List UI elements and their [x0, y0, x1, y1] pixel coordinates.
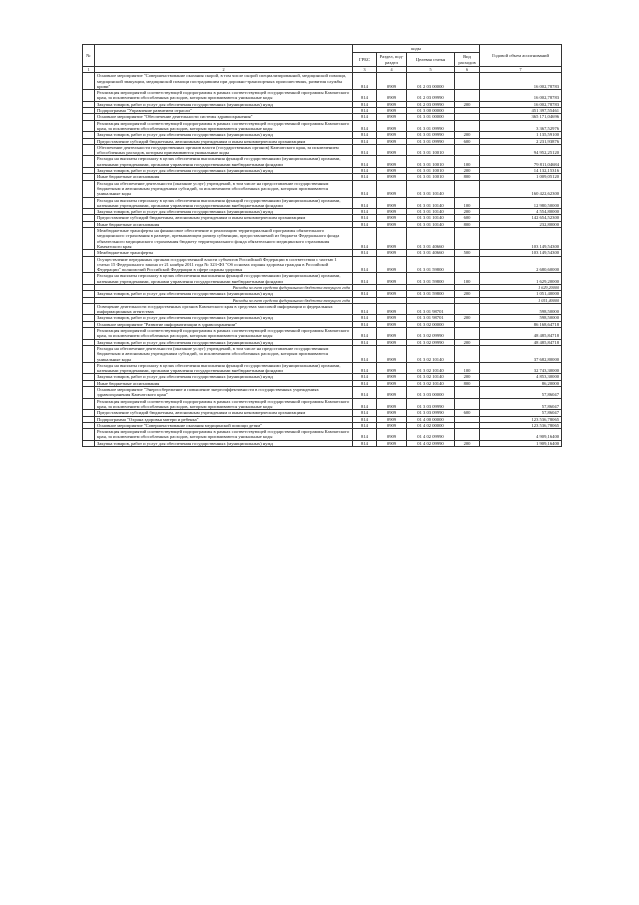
row-name: Межбюджетные трансферты на финансовое обеспечение и реализацию территориальной программы обязательного медицинского страхования в размере, превышающем размер субвенции, предоставляемой из бюджета Федерального фонда обязательного медицинского страхования бюджету территориального фонда обязательного медицинского страхования Камчатского края: [95, 228, 353, 250]
csr-cell: 01 3 02 09990: [407, 339, 455, 345]
amount-cell: 1 629,20000: [480, 284, 562, 290]
csr-cell: 01 3 01 10140: [407, 209, 455, 215]
num-cell: [83, 429, 95, 441]
csr-cell: 01 3 01 00000: [407, 114, 455, 120]
header-csr: Целевая статья: [407, 53, 455, 67]
grbs-cell: 814: [353, 108, 377, 114]
vr-cell: 200: [455, 291, 480, 297]
row-name: Закупка товаров, работ и услуг для обеспечения государственных (муниципальных) нужд: [95, 339, 353, 345]
table-row: [83, 345, 562, 362]
grbs-cell: 814: [353, 120, 377, 132]
row-name: Иные бюджетные ассигнования: [95, 174, 353, 180]
amount-cell: 232,80000: [480, 221, 562, 227]
row-name: Закупка товаров, работ и услуг для обеспечения государственных (муниципальных) нужд: [95, 291, 353, 297]
vr-cell: 800: [455, 174, 480, 180]
row-name: Подпрограмма "Управление развитием отрасли": [95, 108, 353, 114]
vr-cell: [455, 398, 480, 410]
vr-cell: [455, 120, 480, 132]
row-name: Расходы на обеспечение деятельности (оказание услуг) учреждений, в том числе на предоставление государственным бюджетным и автономным учреждениям субсидий, за исключением обособленных расходов, которым присваиваются уникальные коды: [95, 180, 353, 197]
amount-cell: 86,20000: [480, 380, 562, 386]
num-cell: [83, 398, 95, 410]
table-row: [83, 144, 562, 156]
amount-cell: 16 002,78783: [480, 73, 562, 90]
vr-cell: [455, 144, 480, 156]
row-name: Расходы на обеспечение деятельности (оказание услуг) учреждений, в том числе на предоставление государственным бюджетным и автономным учреждениям субсидий, за исключением обособленных расходов, которым присваиваются уникальные коды: [95, 345, 353, 362]
grbs-cell: 814: [353, 410, 377, 416]
amount-cell: 48 485,84718: [480, 339, 562, 345]
amount-cell: 123 536,78065: [480, 416, 562, 422]
row-name: Расходы на выплаты персоналу в целях обеспечения выполнения функций государственными (муниципальными) органами, казенными учреждениями, органами управления государственными внебюджетными фондами: [95, 273, 353, 285]
csr-cell: 01 3 01 10140: [407, 221, 455, 227]
row-name: Межбюджетные трансферты: [95, 250, 353, 256]
vr-cell: 600: [455, 138, 480, 144]
num-cell: [83, 197, 95, 209]
vr-cell: 200: [455, 168, 480, 174]
header-razdel: Раздел, под-раздел: [377, 53, 407, 67]
colnum: 1: [83, 67, 95, 73]
row-name: Расходы на выплаты персоналу в целях обеспечения выполнения функций государственными (муниципальными) органами, казенными учреждениями, органами управления государственными внебюджетными фондами: [95, 156, 353, 168]
grbs-cell: 814: [353, 416, 377, 422]
csr-cell: 01 3 01 59800: [407, 273, 455, 285]
razdel-cell: 0909: [377, 339, 407, 345]
vr-cell: 200: [455, 440, 480, 446]
grbs-cell: 814: [353, 256, 377, 273]
grbs-cell: 814: [353, 174, 377, 180]
amount-cell: 79 811,04684: [480, 156, 562, 168]
grbs-cell: 814: [353, 422, 377, 428]
grbs-cell: 814: [353, 380, 377, 386]
amount-cell: 142 654,52300: [480, 215, 562, 221]
csr-cell: 01 3 01 10010: [407, 168, 455, 174]
razdel-cell: 0909: [377, 256, 407, 273]
csr-cell: 01 3 02 10140: [407, 362, 455, 374]
grbs-cell: 814: [353, 168, 377, 174]
num-cell: [83, 180, 95, 197]
amount-cell: 1 009,05120: [480, 174, 562, 180]
csr-cell: 01 3 01 10010: [407, 156, 455, 168]
vr-cell: 800: [455, 221, 480, 227]
csr-cell: 01 4 02 09990: [407, 440, 455, 446]
razdel-cell: 0909: [377, 120, 407, 132]
csr-cell: 01 3 01 10140: [407, 180, 455, 197]
colnum: 4: [377, 67, 407, 73]
row-name: Освещение деятельности государственных органов Камчатского края в средствах массовой информации и федеральных информационных агентствах: [95, 303, 353, 315]
grbs-cell: 814: [353, 429, 377, 441]
row-name: Осуществление переданных органам государственной власти субъектов Российской Федерации в соответствии с частью 1 статьи 15 Федерального закона от 21 ноября 2011 года № 323-ФЗ "Об основах охраны здоровья граждан в Российской Федерации" полномочий Российской Федерации в сфере охраны здоровья: [95, 256, 353, 273]
num-cell: [83, 228, 95, 250]
csr-cell: 01 3 03 09990: [407, 410, 455, 416]
amount-cell: 16 002,78783: [480, 101, 562, 107]
amount-cell: 1 135,59100: [480, 132, 562, 138]
budget-table: [82, 44, 562, 447]
razdel-cell: 0909: [377, 315, 407, 321]
csr-cell: 01 3 01 98701: [407, 303, 455, 315]
razdel-cell: 0909: [377, 328, 407, 340]
razdel-cell: 0909: [377, 156, 407, 168]
razdel-cell: 0909: [377, 429, 407, 441]
row-name: Расходы на выплаты персоналу в целях обеспечения выполнения функций государственными (муниципальными) органами, казенными учреждениями, органами управления государственными внебюджетными фондами: [95, 362, 353, 374]
row-name: Подпрограмма "Охрана здоровья матери и ребенка": [95, 416, 353, 422]
csr-cell: 01 3 00 00000: [407, 108, 455, 114]
amount-cell: 598,50000: [480, 303, 562, 315]
vr-cell: [455, 228, 480, 250]
vr-cell: [455, 429, 480, 441]
header-codes: коды: [353, 45, 480, 53]
amount-cell: 57,86047: [480, 410, 562, 416]
razdel-cell: 0909: [377, 398, 407, 410]
table-row: [83, 387, 562, 399]
csr-cell: 01 2 03 00000: [407, 73, 455, 90]
razdel-cell: 0909: [377, 374, 407, 380]
grbs-cell: 814: [353, 132, 377, 138]
vr-cell: 800: [455, 380, 480, 386]
row-name: Предоставление субсидий бюджетным, автономным учреждениям и иным некоммерческим организациям: [95, 215, 353, 221]
grbs-cell: 814: [353, 291, 377, 297]
grbs-cell: 814: [353, 374, 377, 380]
csr-cell: 01 3 01 59800: [407, 291, 455, 297]
vr-cell: [455, 328, 480, 340]
vr-cell: 100: [455, 362, 480, 374]
amount-cell: 1 051,40000: [480, 291, 562, 297]
amount-cell: 37 682,80000: [480, 345, 562, 362]
razdel-cell: 0909: [377, 345, 407, 362]
amount-cell: 48 485,84718: [480, 328, 562, 340]
vr-cell: 100: [455, 156, 480, 168]
razdel-cell: 0909: [377, 273, 407, 285]
num-cell: [83, 303, 95, 315]
num-cell: [83, 328, 95, 340]
table-row: [83, 362, 562, 374]
grbs-cell: 814: [353, 273, 377, 285]
num-cell: [83, 73, 95, 90]
csr-cell: 01 3 02 00000: [407, 321, 455, 327]
amount-cell: 103 149,54300: [480, 228, 562, 250]
grbs-cell: 814: [353, 250, 377, 256]
colnum: 5: [407, 67, 455, 73]
header-grbs: ГРБС: [353, 53, 377, 67]
num-cell: [83, 156, 95, 168]
csr-cell: 01 3 01 10140: [407, 197, 455, 209]
razdel-cell: 0909: [377, 303, 407, 315]
grbs-cell: 814: [353, 362, 377, 374]
grbs-cell: 814: [353, 101, 377, 107]
grbs-cell: 814: [353, 228, 377, 250]
grbs-cell: 814: [353, 90, 377, 102]
row-name: Реализация мероприятий соответствующей подпрограммы в рамках соответствующей государственной программы Камчатского края, за исключением обособленных расходов, которым присваиваются уникальные коды: [95, 429, 353, 441]
num-cell: [83, 362, 95, 374]
row-name: Иные бюджетные ассигнования: [95, 221, 353, 227]
vr-cell: [455, 303, 480, 315]
budget-table-sheet: [82, 44, 561, 881]
razdel-cell: 0909: [377, 209, 407, 215]
csr-cell: 01 3 02 10140: [407, 374, 455, 380]
amount-cell: 451 397,55461: [480, 108, 562, 114]
grbs-cell: 814: [353, 156, 377, 168]
header-vr: Вид расходов: [455, 53, 480, 67]
row-name: Расходы за счет средств федерального бюджета текущего года: [95, 297, 353, 303]
table-row: [83, 90, 562, 102]
razdel-cell: 0909: [377, 168, 407, 174]
csr-cell: 01 3 01 10010: [407, 174, 455, 180]
num-cell: [83, 273, 95, 285]
amount-cell: 1 629,20000: [480, 273, 562, 285]
razdel-cell: 0909: [377, 228, 407, 250]
razdel-cell: 0909: [377, 73, 407, 90]
csr-cell: 01 3 01 09990: [407, 138, 455, 144]
table-row: [83, 398, 562, 410]
row-name: Реализация мероприятий соответствующей подпрограммы в рамках соответствующей государственной программы Камчатского края, за исключением обособленных расходов, которым присваиваются уникальные коды: [95, 328, 353, 340]
vr-cell: [455, 387, 480, 399]
razdel-cell: 0909: [377, 108, 407, 114]
amount-cell: 598,50000: [480, 315, 562, 321]
row-name: Реализация мероприятий соответствующей подпрограммы в рамках соответствующей государственной программы Камчатского края, за исключением обособленных расходов, которым присваиваются уникальные коды: [95, 90, 353, 102]
grbs-cell: 814: [353, 328, 377, 340]
csr-cell: 01 4 02 09990: [407, 429, 455, 441]
vr-cell: [455, 73, 480, 90]
vr-cell: 200: [455, 315, 480, 321]
amount-cell: 12 980,50000: [480, 197, 562, 209]
razdel-cell: 0909: [377, 215, 407, 221]
vr-cell: [455, 180, 480, 197]
row-name: Основное мероприятие "Энергосбережение и повышение энергоэффективности в государственных учреждениях здравоохранения Камчатского края": [95, 387, 353, 399]
colnum: 7: [480, 67, 562, 73]
vr-cell: 200: [455, 209, 480, 215]
row-name: Предоставление субсидий бюджетным, автономным учреждениям и иным некоммерческим организациям: [95, 410, 353, 416]
csr-cell: 01 2 03 09990: [407, 90, 455, 102]
row-name: Обеспечение деятельности государственных органов власти (государственных органов) Камчатского края, за исключением обособленных расходов, которым присваиваются уникальные коды: [95, 144, 353, 156]
vr-cell: 200: [455, 132, 480, 138]
table-row: [83, 328, 562, 340]
razdel-cell: 0909: [377, 291, 407, 297]
grbs-cell: 814: [353, 315, 377, 321]
amount-cell: 4 853,30000: [480, 374, 562, 380]
table-row: [83, 273, 562, 285]
row-name: Расходы за счет средств федерального бюджета текущего года: [95, 284, 353, 290]
num-cell: [83, 90, 95, 102]
row-name: Закупка товаров, работ и услуг для обеспечения государственных (муниципальных) нужд: [95, 440, 353, 446]
vr-cell: 600: [455, 215, 480, 221]
colnum: 2: [95, 67, 353, 73]
row-name: Расходы на выплаты персоналу в целях обеспечения выполнения функций государственными (муниципальными) органами, казенными учреждениями, органами управления государственными внебюджетными фондами: [95, 197, 353, 209]
grbs-cell: 814: [353, 197, 377, 209]
row-name: Закупка товаров, работ и услуг для обеспечения государственных (муниципальных) нужд: [95, 101, 353, 107]
vr-cell: [455, 345, 480, 362]
table-row: [83, 429, 562, 441]
grbs-cell: 814: [353, 180, 377, 197]
razdel-cell: 0909: [377, 114, 407, 120]
amount-cell: 14 132,15316: [480, 168, 562, 174]
razdel-cell: 0909: [377, 174, 407, 180]
header-num: №: [83, 45, 95, 67]
colnum: 6: [455, 67, 480, 73]
amount-cell: 123 536,78065: [480, 422, 562, 428]
num-cell: [83, 144, 95, 156]
razdel-cell: 0909: [377, 440, 407, 446]
csr-cell: 01 3 02 10140: [407, 380, 455, 386]
csr-cell: 01 3 01 10140: [407, 215, 455, 221]
table-row: [83, 197, 562, 209]
grbs-cell: 814: [353, 114, 377, 120]
row-name: Реализация мероприятий соответствующей подпрограммы в рамках соответствующей государственной программы Камчатского края, за исключением обособленных расходов, которым присваиваются уникальные коды: [95, 120, 353, 132]
razdel-cell: 0909: [377, 387, 407, 399]
row-name: Иные бюджетные ассигнования: [95, 380, 353, 386]
row-name: Основное мероприятие "Совершенствование оказания медицинской помощи детям": [95, 422, 353, 428]
razdel-cell: 0909: [377, 101, 407, 107]
csr-cell: 01 3 02 09990: [407, 328, 455, 340]
table-row: [83, 120, 562, 132]
amount-cell: 32 743,30000: [480, 362, 562, 374]
vr-cell: [455, 90, 480, 102]
csr-cell: 01 3 03 09990: [407, 398, 455, 410]
row-name: Закупка товаров, работ и услуг для обеспечения государственных (муниципальных) нужд: [95, 209, 353, 215]
table-row: [83, 228, 562, 250]
csr-cell: 01 4 00 00000: [407, 416, 455, 422]
vr-cell: [455, 256, 480, 273]
amount-cell: 4 909,16400: [480, 429, 562, 441]
grbs-cell: 814: [353, 440, 377, 446]
csr-cell: 01 3 01 10010: [407, 144, 455, 156]
num-cell: [83, 120, 95, 132]
razdel-cell: 0909: [377, 416, 407, 422]
csr-cell: 01 4 02 00000: [407, 422, 455, 428]
amount-cell: 57,86047: [480, 387, 562, 399]
grbs-cell: 814: [353, 387, 377, 399]
amount-cell: 160 422,62300: [480, 180, 562, 197]
razdel-cell: 0909: [377, 250, 407, 256]
csr-cell: 01 3 01 98701: [407, 315, 455, 321]
grbs-cell: 814: [353, 221, 377, 227]
amount-cell: 4 554,80000: [480, 209, 562, 215]
colnum: 3: [353, 67, 377, 73]
header-name: [95, 45, 353, 67]
grbs-cell: 814: [353, 215, 377, 221]
row-name: Закупка товаров, работ и услуг для обеспечения государственных (муниципальных) нужд: [95, 315, 353, 321]
csr-cell: 01 3 01 40660: [407, 228, 455, 250]
amount-cell: 103 149,54300: [480, 250, 562, 256]
table-row: [83, 156, 562, 168]
row-name: Закупка товаров, работ и услуг для обеспечения государственных (муниципальных) нужд: [95, 374, 353, 380]
vr-cell: 100: [455, 197, 480, 209]
razdel-cell: 0909: [377, 410, 407, 416]
grbs-cell: 814: [353, 398, 377, 410]
amount-cell: 2 680,60000: [480, 256, 562, 273]
table-row: [83, 73, 562, 90]
razdel-cell: 0909: [377, 362, 407, 374]
amount-cell: 94 952,25120: [480, 144, 562, 156]
csr-cell: 01 3 01 09990: [407, 132, 455, 138]
row-name: Реализация мероприятий соответствующей подпрограммы в рамках соответствующей государственной программы Камчатского края, за исключением обособленных расходов, которым присваиваются уникальные коды: [95, 398, 353, 410]
grbs-cell: 814: [353, 321, 377, 327]
csr-cell: 01 2 03 09990: [407, 101, 455, 107]
amount-cell: 1 051,40000: [480, 297, 562, 303]
razdel-cell: 0909: [377, 221, 407, 227]
csr-cell: 01 3 03 00000: [407, 387, 455, 399]
row-name: Основное мероприятие "Совершенствование оказания скорой, в том числе скорой специализированной, медицинской помощи, медицинской эвакуации, медицинской помощи пострадавшим при дорожно-транспортных происшествиях, развития службы крови": [95, 73, 353, 90]
vr-cell: 200: [455, 101, 480, 107]
grbs-cell: 814: [353, 339, 377, 345]
razdel-cell: 0909: [377, 180, 407, 197]
amount-cell: 57,86047: [480, 398, 562, 410]
table-body: [83, 73, 562, 447]
amount-cell: 3 367,52976: [480, 120, 562, 132]
razdel-cell: 0909: [377, 90, 407, 102]
csr-cell: 01 3 02 10140: [407, 345, 455, 362]
table-row: [83, 256, 562, 273]
num-cell: [83, 387, 95, 399]
amount-cell: 365 171,04696: [480, 114, 562, 120]
amount-cell: 1 909,16400: [480, 440, 562, 446]
num-cell: [83, 440, 95, 446]
amount-cell: 16 002,78783: [480, 90, 562, 102]
vr-cell: 200: [455, 374, 480, 380]
grbs-cell: 814: [353, 345, 377, 362]
amount-cell: 2 231,93876: [480, 138, 562, 144]
vr-cell: 200: [455, 339, 480, 345]
table-header: [83, 45, 562, 73]
grbs-cell: 814: [353, 73, 377, 90]
row-name: Закупка товаров, работ и услуг для обеспечения государственных (муниципальных) нужд: [95, 132, 353, 138]
amount-cell: 86 168,64718: [480, 321, 562, 327]
razdel-cell: 0909: [377, 321, 407, 327]
grbs-cell: 814: [353, 138, 377, 144]
vr-cell: 500: [455, 250, 480, 256]
vr-cell: 600: [455, 410, 480, 416]
grbs-cell: 814: [353, 303, 377, 315]
grbs-cell: 814: [353, 144, 377, 156]
razdel-cell: 0909: [377, 138, 407, 144]
num-cell: [83, 345, 95, 362]
table-row: [83, 180, 562, 197]
razdel-cell: 0909: [377, 132, 407, 138]
grbs-cell: 814: [353, 209, 377, 215]
razdel-cell: 0909: [377, 380, 407, 386]
csr-cell: 01 3 01 40660: [407, 250, 455, 256]
razdel-cell: 0909: [377, 422, 407, 428]
vr-cell: 100: [455, 273, 480, 285]
table-row: [83, 440, 562, 446]
razdel-cell: 0909: [377, 144, 407, 156]
razdel-cell: 0909: [377, 197, 407, 209]
row-name: Предоставление субсидий бюджетным, автономным учреждениям и иным некоммерческим организациям: [95, 138, 353, 144]
row-name: Основное мероприятие "Развитие информатизации в здравоохранении": [95, 321, 353, 327]
table-row: [83, 303, 562, 315]
header-amount: Годовой объем ассигнований: [480, 45, 562, 67]
row-name: Закупка товаров, работ и услуг для обеспечения государственных (муниципальных) нужд: [95, 168, 353, 174]
row-name: Основное мероприятие "Обеспечение деятельности системы здравоохранения": [95, 114, 353, 120]
csr-cell: 01 3 01 09990: [407, 120, 455, 132]
num-cell: [83, 256, 95, 273]
csr-cell: 01 3 01 59800: [407, 256, 455, 273]
